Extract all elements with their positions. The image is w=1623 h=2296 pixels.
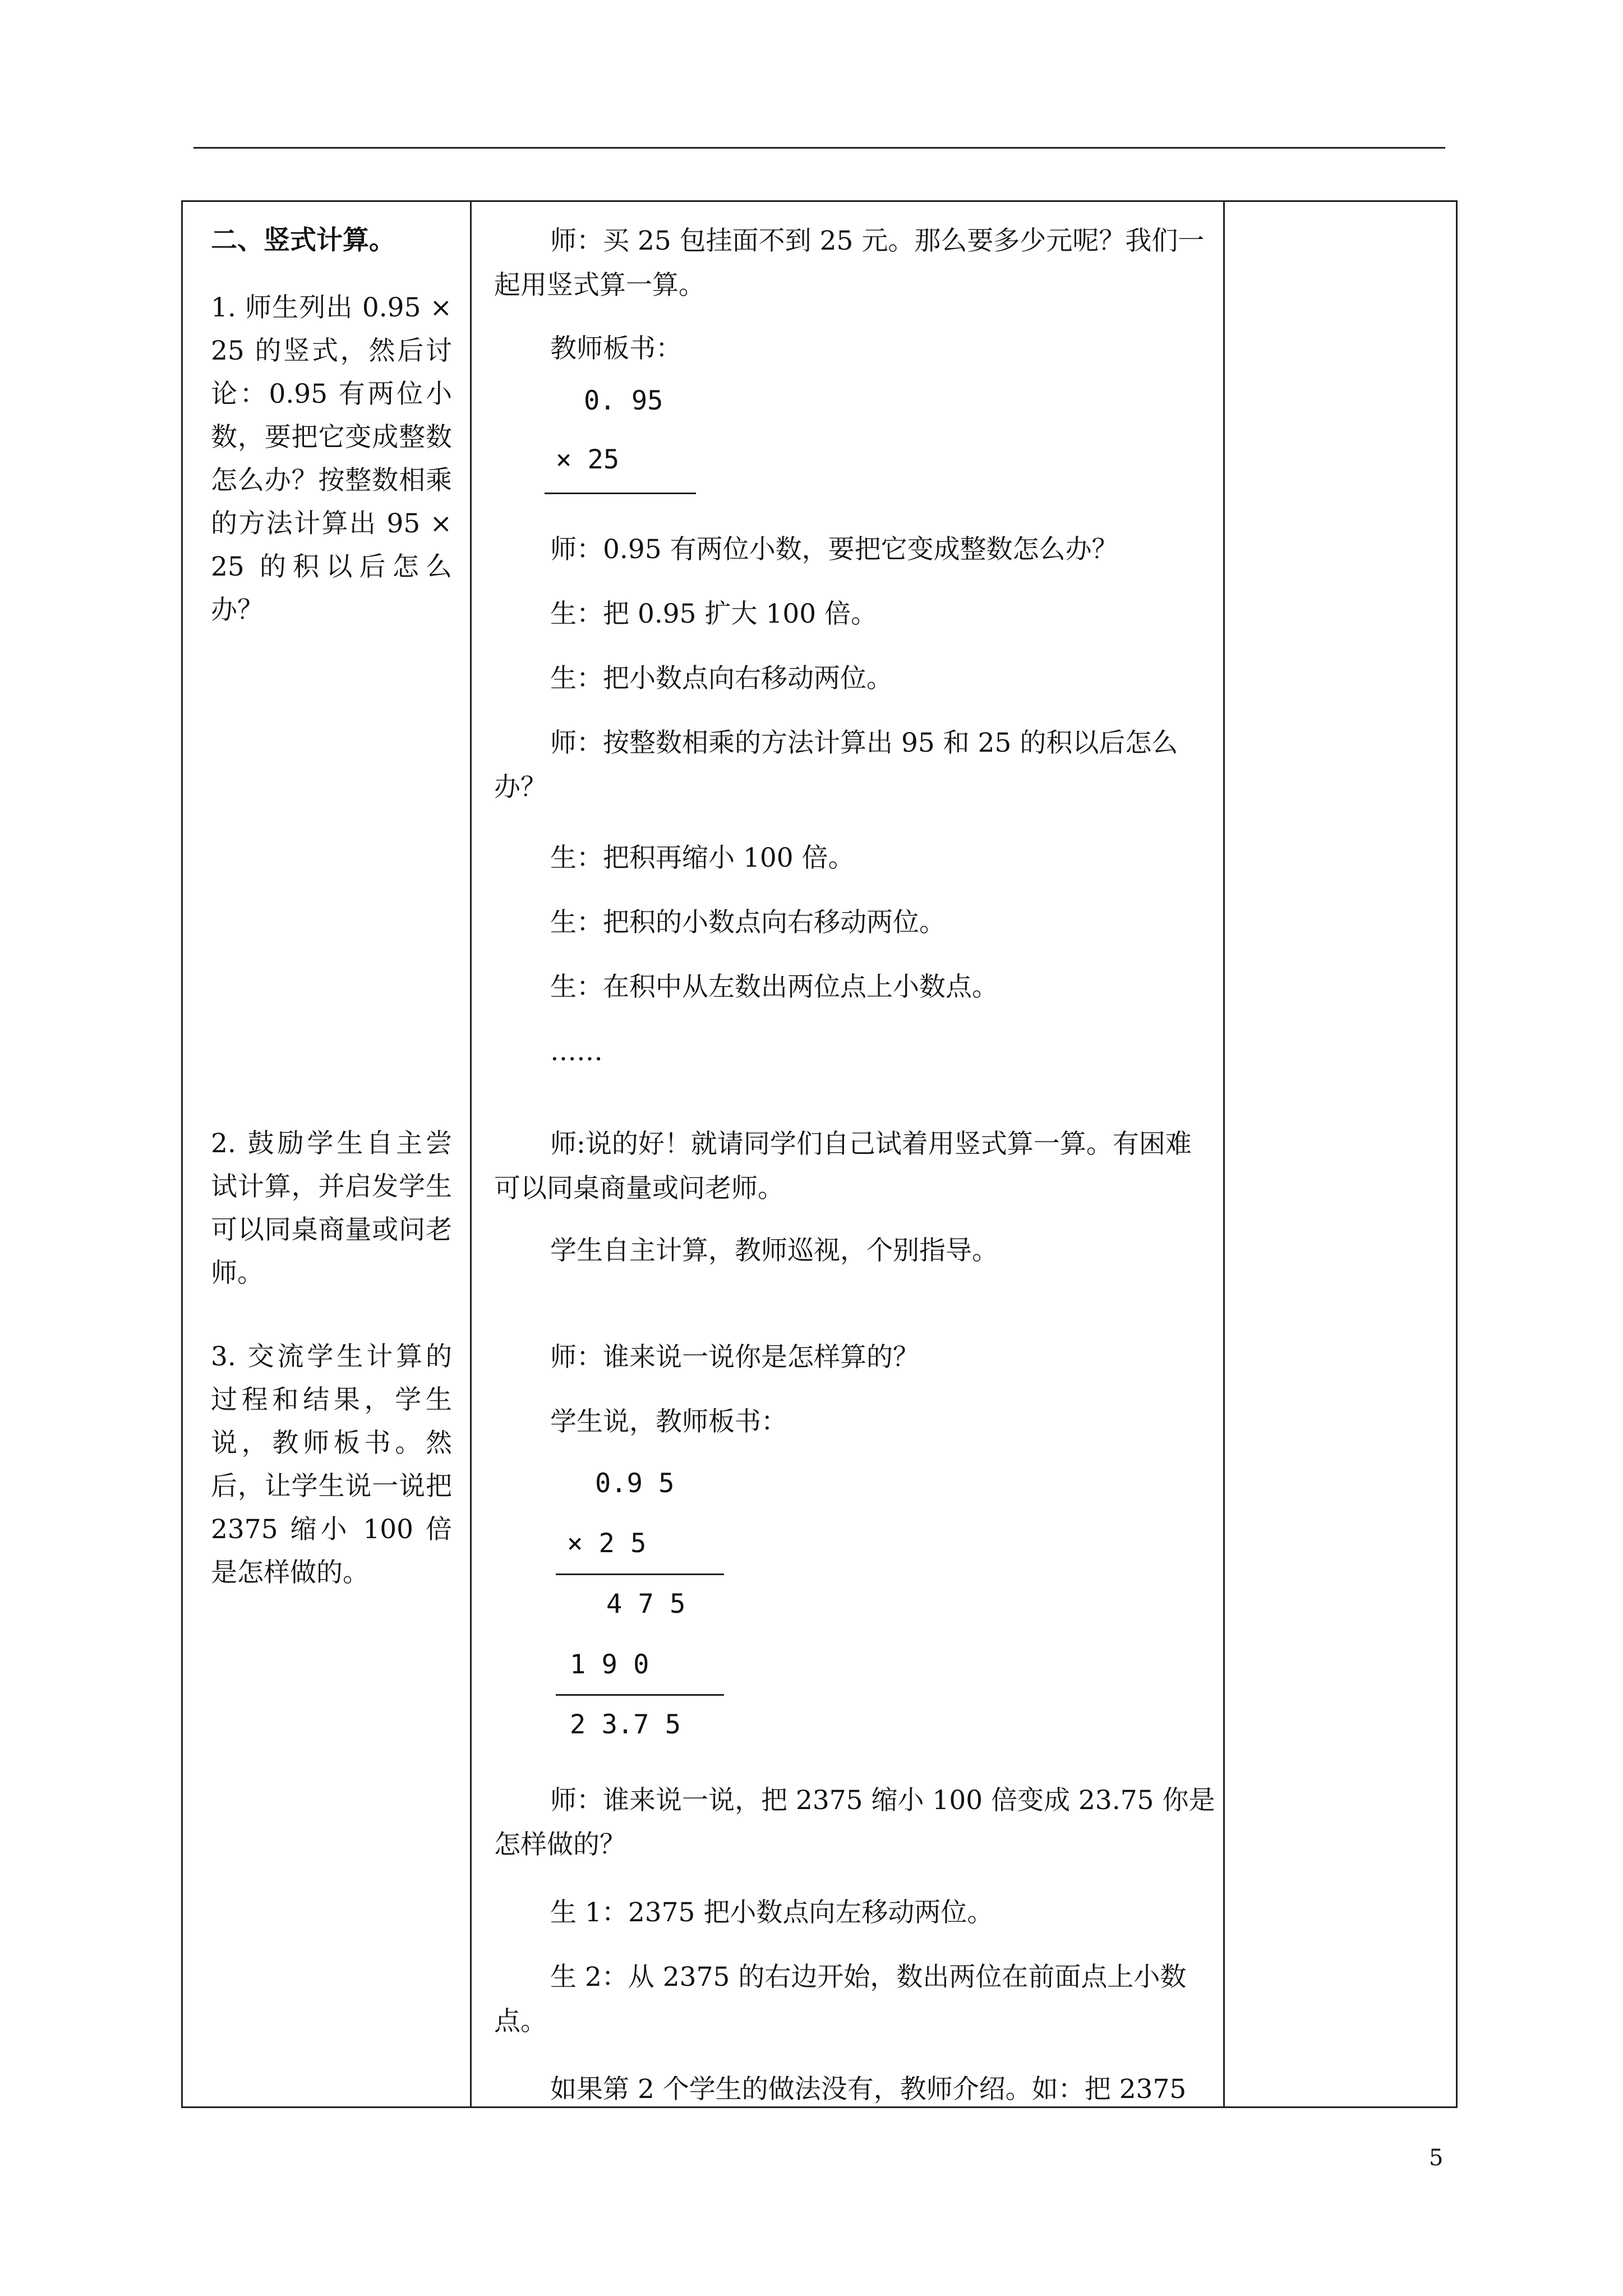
calc2-multiplier: × 2 5 xyxy=(567,1528,647,1559)
paragraph: 师：谁来说一说，把 2375 缩小 100 倍变成 23.75 你是怎样做的？ xyxy=(494,1785,1215,1860)
paragraph: 如果第 2 个学生的做法没有，教师介绍。如：把 2375 xyxy=(550,2074,1187,2105)
paragraph: 教师板书： xyxy=(550,333,682,364)
paragraph: 师：买 25 包挂面不到 25 元。那么要多少元呢？我们一起用竖式算一算。 xyxy=(494,226,1205,301)
calc1-rule xyxy=(545,493,696,494)
calc2-rule-1 xyxy=(556,1573,724,1575)
calc2-partial-2: 1 9 0 xyxy=(570,1649,649,1680)
paragraph: 师:说的好！就请同学们自己试着用竖式算一算。有困难可以同桌商量或问老师。 xyxy=(494,1129,1192,1204)
calc2-partial-1: 4 7 5 xyxy=(606,1589,686,1619)
paragraph: 师：按整数相乘的方法计算出 95 和 25 的积以后怎么办？ xyxy=(494,728,1178,803)
step-1: 1. 师生列出 0.95 ×25 的竖式，然后讨论：0.95 有两位小数，要把它变成整数怎么办？按整数相乘的方法计算出 95 ×25 的积以后怎么办？ xyxy=(211,292,452,625)
column-divider-2 xyxy=(1223,202,1225,2106)
column-divider-1 xyxy=(470,202,472,2106)
section-heading: 二、竖式计算。 xyxy=(211,225,395,256)
calc1-multiplicand: 0. 95 xyxy=(584,385,663,416)
paragraph: 师：谁来说一说你是怎样算的？ xyxy=(550,1342,919,1373)
steps-column xyxy=(211,202,452,2106)
paragraph: 师：0.95 有两位小数，要把它变成整数怎么办？ xyxy=(550,534,1118,565)
paragraph: …… xyxy=(550,1036,603,1067)
step-3: 3. 交流学生计算的过程和结果，学生说，教师板书。然后，让学生说一说把 2375 缩小 100 倍是怎样做的。 xyxy=(211,1341,452,1588)
calc2-multiplicand: 0.9 5 xyxy=(595,1468,675,1499)
dialogue-column xyxy=(494,202,1218,2106)
calc2-rule-2 xyxy=(556,1694,724,1696)
paragraph: 学生自主计算，教师巡视，个别指导。 xyxy=(550,1235,998,1266)
page-number: 5 xyxy=(1429,2145,1444,2171)
paragraph: 生 2：从 2375 的右边开始，数出两位在前面点上小数点。 xyxy=(494,1962,1187,2037)
paragraph: 生：把小数点向右移动两位。 xyxy=(550,663,893,694)
paragraph: 生：把积的小数点向右移动两位。 xyxy=(550,907,946,938)
step-2: 2. 鼓励学生自主尝试计算，并启发学生可以同桌商量或问老师。 xyxy=(211,1128,452,1289)
calc2-product: 2 3.7 5 xyxy=(570,1709,681,1740)
lesson-table xyxy=(181,200,1458,2108)
paragraph: 生：在积中从左数出两位点上小数点。 xyxy=(550,972,998,1002)
header-rule xyxy=(193,147,1445,149)
paragraph: 生 1：2375 把小数点向左移动两位。 xyxy=(550,1897,994,1928)
paragraph: 生：把积再缩小 100 倍。 xyxy=(550,843,855,873)
paragraph: 学生说，教师板书： xyxy=(550,1406,787,1437)
calc1-multiplier: × 25 xyxy=(556,444,620,475)
paragraph: 生：把 0.95 扩大 100 倍。 xyxy=(550,599,878,629)
